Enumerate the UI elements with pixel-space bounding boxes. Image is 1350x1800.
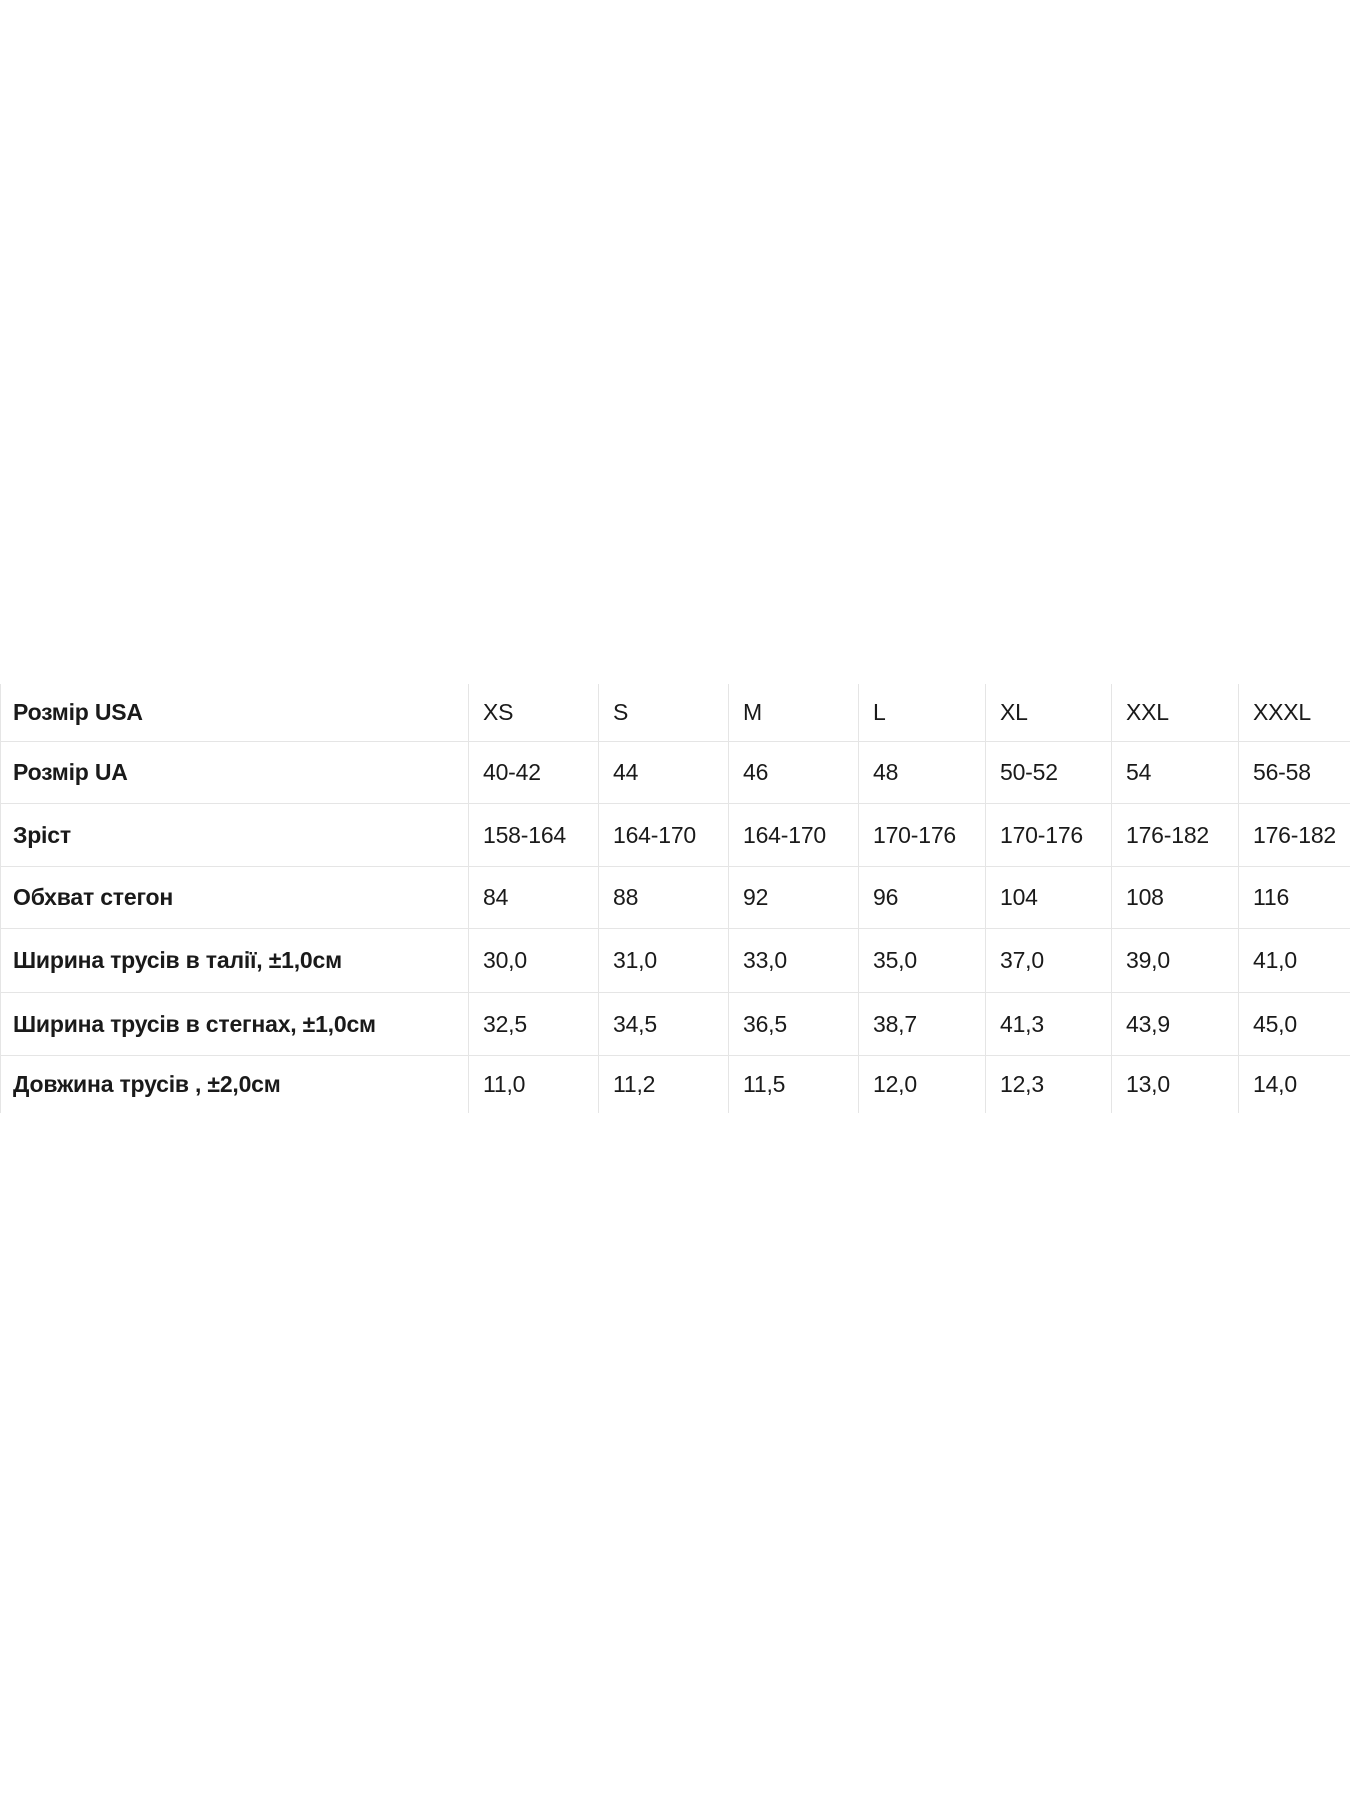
- value-cell: 37,0: [985, 929, 1111, 992]
- row-label: Розмір USA: [13, 699, 143, 725]
- value-cell: 170-176: [858, 804, 985, 866]
- value-cell: 46: [728, 742, 858, 803]
- value-cell: 41,3: [985, 993, 1111, 1055]
- value-cell: 11,2: [598, 1056, 728, 1113]
- value-cell: 35,0: [858, 929, 985, 992]
- value-cell: 104: [985, 867, 1111, 928]
- value-cell: 176-182: [1111, 804, 1238, 866]
- value-cell: XL: [985, 684, 1111, 741]
- value-cell: 12,0: [858, 1056, 985, 1113]
- value-cell: 34,5: [598, 993, 728, 1055]
- value-cell: S: [598, 684, 728, 741]
- value-cell: 92: [728, 867, 858, 928]
- value-cell: XXXL: [1238, 684, 1350, 741]
- value-cell: 39,0: [1111, 929, 1238, 992]
- value-cell: 48: [858, 742, 985, 803]
- value-cell: L: [858, 684, 985, 741]
- value-cell: 54: [1111, 742, 1238, 803]
- row-label: Обхват стегон: [13, 884, 174, 910]
- row-label: Ширина трусів в стегнах, ±1,0см: [13, 1010, 376, 1037]
- value-cell: 108: [1111, 867, 1238, 928]
- value-cell: 170-176: [985, 804, 1111, 866]
- value-cell: 11,0: [468, 1056, 598, 1113]
- value-cell: 38,7: [858, 993, 985, 1055]
- value-cell: XXL: [1111, 684, 1238, 741]
- table-row: [1, 1056, 1350, 1113]
- value-cell: 50-52: [985, 742, 1111, 803]
- value-cell: 41,0: [1238, 929, 1350, 992]
- value-cell: 36,5: [728, 993, 858, 1055]
- value-cell: 158-164: [468, 804, 598, 866]
- value-cell: 33,0: [728, 929, 858, 992]
- value-cell: 43,9: [1111, 993, 1238, 1055]
- value-cell: XS: [468, 684, 598, 741]
- value-cell: 14,0: [1238, 1056, 1350, 1113]
- value-cell: 11,5: [728, 1056, 858, 1113]
- value-cell: 32,5: [468, 993, 598, 1055]
- value-cell: 44: [598, 742, 728, 803]
- table-row: [1, 929, 1350, 993]
- table-row: [1, 867, 1350, 929]
- row-label: Зріст: [13, 821, 71, 848]
- value-cell: 116: [1238, 867, 1350, 928]
- value-cell: 12,3: [985, 1056, 1111, 1113]
- value-cell: 164-170: [728, 804, 858, 866]
- value-cell: 88: [598, 867, 728, 928]
- value-cell: 84: [468, 867, 598, 928]
- row-label: Розмір UA: [13, 759, 128, 785]
- value-cell: 40-42: [468, 742, 598, 803]
- row-label: Ширина трусів в талії, ±1,0см: [13, 947, 342, 973]
- table-row: [1, 804, 1350, 867]
- table-row: [1, 993, 1350, 1056]
- value-cell: 164-170: [598, 804, 728, 866]
- value-cell: 31,0: [598, 929, 728, 992]
- value-cell: 30,0: [468, 929, 598, 992]
- table-row: [1, 742, 1350, 804]
- row-label: Довжина трусів , ±2,0см: [13, 1071, 281, 1097]
- value-cell: 56-58: [1238, 742, 1350, 803]
- size-table: [0, 684, 1350, 1113]
- value-cell: M: [728, 684, 858, 741]
- value-cell: 176-182: [1238, 804, 1350, 866]
- value-cell: 96: [858, 867, 985, 928]
- table-row: [1, 684, 1350, 742]
- value-cell: 13,0: [1111, 1056, 1238, 1113]
- value-cell: 45,0: [1238, 993, 1350, 1055]
